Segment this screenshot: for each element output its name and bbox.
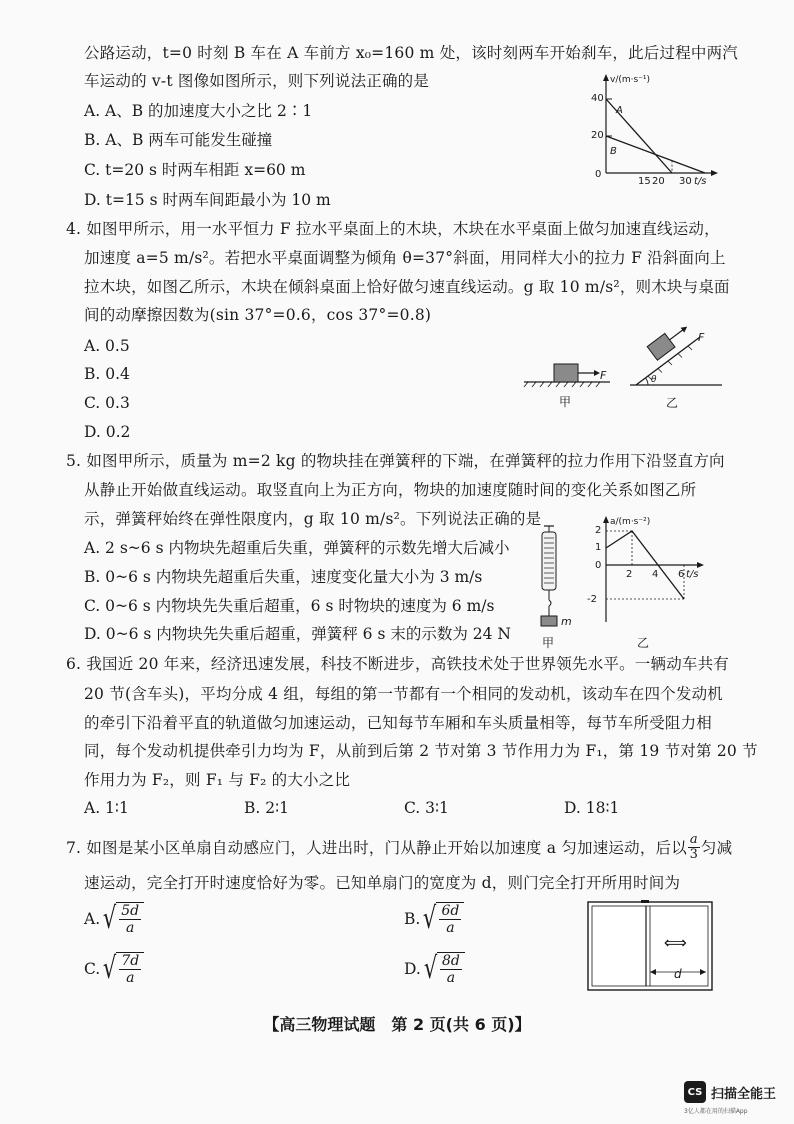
scanner-watermark	[684, 1081, 776, 1103]
q5-text-line-1: 5. 如图甲所示，质量为 m=2 kg 的物块挂在弹簧秤的下端，在弹簧秤的拉力作用下沿竖直方向	[66, 452, 725, 470]
yi-force-arrow	[670, 329, 684, 340]
spring-scale-body	[542, 532, 556, 590]
at-ylabel: a/(m·s⁻²)	[610, 517, 651, 527]
mass-label: m	[561, 615, 572, 628]
q6-option-a: A. 1∶1	[84, 799, 129, 817]
q5-option-d: D. 0~6 s 内物块先失重后超重，弹簧秤 6 s 末的示数为 24 N	[84, 625, 511, 643]
q7-option-b-label: B.	[404, 910, 421, 928]
q3-text-line-1: 公路运动，t=0 时刻 B 车在 A 车前方 x₀=160 m 处，该时刻两车开始刹车，此后过程中两汽	[84, 44, 739, 62]
q7-option-b-num: 6d	[441, 903, 460, 919]
vt-series-label-A: A	[616, 105, 623, 116]
q3-option-b: B. A、B 两车可能发生碰撞	[84, 131, 273, 149]
q7-text-line-2: 速运动，完全打开时速度恰好为零。已知单扇门的宽度为 d，则门完全打开所用时间为	[84, 874, 681, 892]
door-slide-arrow-icon: ⟺	[664, 933, 687, 952]
vt-series-label-B: B	[610, 146, 617, 157]
hanging-mass	[541, 616, 557, 626]
q4-figure-yi	[626, 325, 726, 415]
at-xtick-6: 6	[678, 569, 685, 580]
q6-text-line-3: 的牵引下沿着平直的轨道做匀加速运动，已知每节车厢和车头质量相等，每节车所受阻力相	[84, 714, 713, 732]
at-ytick-neg2: -2	[587, 594, 597, 605]
q4-text-line-3: 拉木块，如图乙所示，木块在倾斜桌面上恰好做匀速直线运动。g 取 10 m/s²，则木块与桌面	[84, 278, 730, 296]
q7-frac-num: a	[689, 832, 698, 847]
q3-text-line-2: 车运动的 v-t 图像如图所示，则下列说法正确的是	[84, 72, 430, 90]
q7-line1-end: 匀减	[700, 838, 733, 857]
q3-option-d: D. t=15 s 时两车间距最小为 10 m	[84, 191, 331, 209]
yi-force-label: F	[698, 331, 705, 344]
yi-block	[647, 333, 675, 360]
scanner-tagline: 3亿人都在用的扫描App	[684, 1108, 748, 1115]
q7-option-d-den: a	[446, 970, 456, 986]
q7-option-c-num: 7d	[121, 953, 140, 969]
vt-ytick-40: 40	[591, 93, 604, 104]
at-x-arrow	[697, 562, 704, 568]
q7-option-d-num: 8d	[441, 953, 460, 969]
q7-option-c-label: C.	[84, 960, 101, 978]
q4-text-line-1: 4. 如图甲所示，用一水平恒力 F 拉水平桌面上的木块，木块在水平桌面上做匀加速直线运动，	[66, 220, 720, 238]
q7-option-a-den: a	[126, 920, 135, 936]
q7-option-a-label: A.	[84, 910, 101, 928]
q4-option-d: D. 0.2	[84, 423, 131, 441]
q4-figure-jia	[516, 334, 616, 414]
q7-option-b-sqrt: √ $\frac{6d}{a}$	[420, 902, 464, 936]
at-xlabel: t/s	[686, 569, 699, 580]
at-ytick-1: 1	[595, 542, 602, 553]
q7-frac-den: 3	[689, 847, 699, 862]
vt-x-arrow	[711, 170, 718, 176]
spring-jia-label: 甲	[542, 636, 555, 650]
vt-ytick-0: 0	[595, 169, 602, 180]
q7-option-a	[84, 902, 144, 936]
page-footer: 【高三物理试题 第 2 页(共 6 页)】	[263, 1015, 531, 1034]
q5-option-c: C. 0~6 s 内物块先失重后超重，6 s 时物块的速度为 6 m/s	[84, 597, 495, 615]
vt-ylabel: v/(m·s⁻¹)	[610, 75, 651, 85]
q7-option-d-label: D.	[404, 960, 421, 978]
q7-option-a-sqrt: √ $\frac{5d}{a}$	[100, 902, 144, 936]
q7-door-figure	[586, 898, 716, 994]
q7-option-c-den: a	[126, 970, 135, 986]
at-xtick-4: 4	[652, 569, 659, 580]
q4-text-line-4: 间的动摩擦因数为(sin 37°=0.6，cos 37°=0.8)	[84, 306, 432, 324]
scanner-logo-icon: CS	[684, 1081, 706, 1103]
door-width-label: d	[674, 967, 682, 981]
q7-option-c	[84, 952, 144, 986]
vt-xtick-15: 15	[638, 176, 651, 187]
at-yi-label: 乙	[637, 636, 650, 650]
q7-option-b	[404, 902, 464, 936]
scanner-app-name: 扫描全能王	[711, 1086, 777, 1102]
yi-angle-label: θ	[651, 375, 657, 385]
vt-xtick-30: 30	[679, 176, 692, 187]
at-xtick-2: 2	[626, 569, 633, 580]
q7-text-line-1	[66, 833, 732, 862]
q6-option-c: C. 3∶1	[404, 799, 449, 817]
q7-option-b-den: a	[446, 920, 455, 936]
vt-y-arrow	[603, 74, 609, 81]
vt-xtick-20: 20	[652, 176, 665, 187]
q6-text-line-5: 作用力为 F₂，则 F₁ 与 F₂ 的大小之比	[84, 771, 351, 789]
vt-ytick-20: 20	[591, 130, 604, 141]
yi-label: 乙	[666, 396, 679, 410]
jia-label: 甲	[559, 395, 572, 409]
q7-option-d	[404, 952, 465, 986]
q4-option-b: B. 0.4	[84, 365, 130, 383]
q7-option-d-sqrt: √ $\frac{8d}{a}$	[421, 952, 465, 986]
vt-xlabel: t/s	[694, 176, 707, 187]
q6-option-b: B. 2∶1	[244, 799, 290, 817]
at-ytick-0: 0	[595, 560, 602, 571]
q5-option-b: B. 0~6 s 内物块先超重后失重，速度变化量大小为 3 m/s	[84, 568, 483, 586]
q6-text-line-1: 6. 我国近 20 年来，经济迅速发展，科技不断进步，高铁技术处于世界领先水平。一辆动车共有	[66, 655, 729, 673]
q7-fraction-a-over-3	[688, 833, 700, 862]
q3-option-a: A. A、B 的加速度大小之比 2∶1	[84, 102, 313, 120]
at-ytick-2: 2	[595, 525, 602, 536]
jia-force-label: F	[600, 369, 607, 382]
q3-vt-chart	[582, 68, 722, 188]
q5-spring-scale-figure	[524, 524, 580, 654]
q5-at-chart	[582, 510, 712, 652]
at-y-arrow	[603, 516, 609, 523]
vt-series-B	[606, 136, 705, 173]
q7-line1-start: 7. 如图是某小区单扇自动感应门，人进出时，门从静止开始以加速度 a 匀加速运动，后以	[66, 838, 687, 857]
q5-text-line-3: 示，弹簧秤始终在弹性限度内，g 取 10 m/s²。下列说法正确的是	[84, 510, 542, 528]
q4-text-line-2: 加速度 a=5 m/s²。若把水平桌面调整为倾角 θ=37°斜面，用同样大小的拉力 F 沿斜面向上	[84, 249, 726, 267]
q6-option-d: D. 18∶1	[564, 799, 620, 817]
q5-option-a: A. 2 s~6 s 内物块先超重后失重，弹簧秤的示数先增大后减小	[84, 539, 510, 557]
q3-option-c: C. t=20 s 时两车相距 x=60 m	[84, 161, 306, 179]
q7-option-c-sqrt: √ $\frac{7d}{a}$	[100, 952, 144, 986]
q4-option-a: A. 0.5	[84, 337, 130, 355]
q5-text-line-2: 从静止开始做直线运动。取竖直向上为正方向，物块的加速度随时间的变化关系如图乙所	[84, 481, 697, 499]
q7-option-a-num: 5d	[121, 903, 140, 919]
q6-text-line-2: 20 节(含车头)，平均分成 4 组，每组的第一节都有一个相同的发动机，该动车在四个发动机	[84, 685, 723, 703]
q4-option-c: C. 0.3	[84, 394, 130, 412]
q6-text-line-4: 同，每个发动机提供牵引力均为 F，从前到后第 2 节对第 3 节作用力为 F₁，第 19 节对第 20 节	[84, 742, 758, 760]
jia-block	[554, 364, 578, 382]
